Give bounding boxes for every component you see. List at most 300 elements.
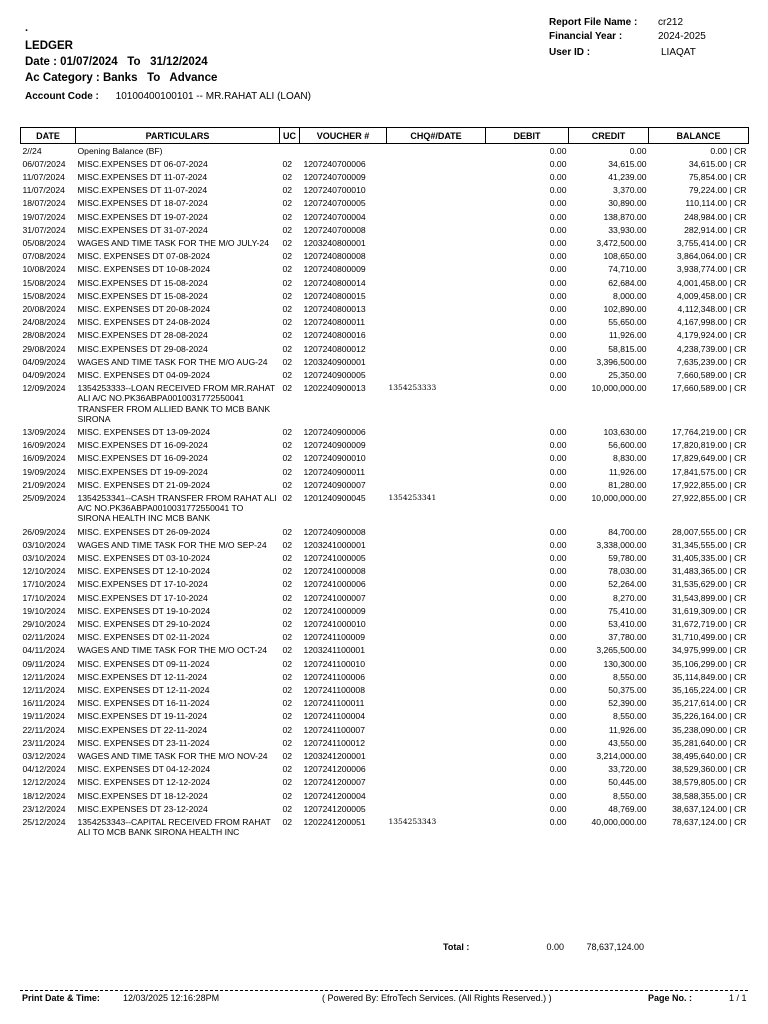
cell-uc: 02: [282, 171, 293, 182]
cell-credit: 78,030.00: [608, 566, 647, 577]
table-row: [21, 465, 749, 478]
cell-credit: 130,300.00: [603, 658, 647, 669]
cell-debit: 0.00: [549, 619, 567, 630]
cell-debit: 0.00: [549, 671, 567, 682]
cell-voucher: 1203240800001: [303, 237, 366, 248]
cell-particulars: MISC.EXPENSES DT 19-07-2024: [77, 211, 208, 222]
cell-balance: 78,637,124.00 | CR: [672, 817, 747, 828]
cell-chq: [387, 644, 486, 657]
cell-chq: [387, 157, 486, 170]
table-row: [21, 604, 749, 617]
cell-debit: 0.00: [549, 466, 567, 477]
cell-balance: 31,672,719.00 | CR: [672, 619, 747, 630]
cell-balance: 35,238,090.00 | CR: [672, 724, 747, 735]
cell-debit: 0.00: [549, 803, 567, 814]
table-row: [21, 538, 749, 551]
cell-uc: 02: [282, 343, 293, 354]
cell-debit: 0.00: [549, 290, 567, 301]
cell-balance: 35,226,164.00 | CR: [672, 711, 747, 722]
cell-uc: 02: [282, 317, 293, 328]
cell-debit: 0.00: [549, 566, 567, 577]
cell-uc: 02: [282, 383, 293, 394]
cell-debit: 0.00: [549, 790, 567, 801]
cell-uc: 02: [282, 803, 293, 814]
cell-debit: 0.00: [549, 817, 567, 828]
table-row: [21, 302, 749, 315]
cell-particulars: MISC.EXPENSES DT 15-08-2024: [77, 277, 208, 288]
cell-chq: [387, 604, 486, 617]
report-file-label: Report File Name :: [549, 17, 638, 28]
cell-chq: [387, 657, 486, 670]
cell-particulars: MISC.EXPENSES DT 11-07-2024: [77, 185, 208, 196]
cell-balance: 3,938,774.00 | CR: [676, 264, 747, 275]
cell-debit: 0.00: [549, 343, 567, 354]
cell-chq: [387, 465, 486, 478]
table-row: [21, 197, 749, 210]
cell-chq: [387, 276, 486, 289]
table-row: [21, 552, 749, 565]
table-row: [21, 223, 749, 236]
cell-credit: 34,615.00: [608, 158, 647, 169]
cell-chq: [387, 736, 486, 749]
cell-chq: [387, 223, 486, 236]
table-row: [21, 368, 749, 381]
cell-credit: 84,700.00: [608, 526, 647, 537]
table-row: [21, 382, 749, 426]
cell-particulars: MISC. EXPENSES DT 02-11-2024: [77, 632, 210, 643]
cell-debit: 0.00: [549, 592, 567, 603]
cell-particulars: MISC.EXPENSES DT 17-10-2024: [77, 579, 208, 590]
cell-voucher: 1207241100004: [303, 711, 365, 722]
cell-credit: 52,264.00: [608, 579, 647, 590]
cell-uc: 02: [282, 711, 293, 722]
cell-debit: 0.00: [549, 751, 567, 762]
cell-voucher: 1203241000001: [303, 539, 366, 550]
cell-uc: 02: [282, 290, 293, 301]
financial-year-value: 2024-2025: [658, 31, 706, 42]
cell-credit: 108,650.00: [603, 251, 647, 262]
cell-balance: 79,224.00 | CR: [688, 185, 747, 196]
cell-chq: [387, 478, 486, 491]
cell-date: 17/10/2024: [22, 592, 66, 603]
cell-balance: 17,841,575.00 | CR: [672, 466, 747, 477]
cell-particulars: MISC. EXPENSES DT 07-08-2024: [77, 251, 211, 262]
cell-debit: 0.00: [549, 251, 567, 262]
cell-date: 22/11/2024: [22, 724, 65, 735]
table-row: [21, 763, 749, 776]
cell-uc: 02: [282, 553, 293, 563]
cell-chq: [387, 670, 486, 683]
cell-credit: 75,410.00: [608, 605, 647, 616]
cell-balance: 7,660,589.00 | CR: [676, 369, 747, 380]
cell-particulars: MISC. EXPENSES DT 12-10-2024: [77, 566, 211, 577]
col-balance: BALANCE: [649, 128, 749, 144]
col-debit: DEBIT: [486, 128, 569, 144]
cell-debit: 0.00: [549, 303, 567, 314]
cell-debit: 0.00: [549, 171, 567, 182]
cell-uc: 02: [282, 698, 293, 709]
cell-credit: 11,926.00: [608, 466, 647, 477]
cell-particulars: MISC.EXPENSES DT 18-12-2024: [77, 790, 208, 801]
cell-uc: 02: [282, 426, 293, 437]
cell-date: 03/10/2024: [22, 539, 66, 550]
cell-balance: 35,106,299.00 | CR: [672, 658, 747, 669]
table-row: [21, 525, 749, 538]
cell-chq: [387, 578, 486, 591]
cell-voucher: 1203240900001: [303, 356, 366, 367]
cell-voucher: 1202240900013: [303, 383, 366, 394]
cell-uc: 02: [282, 466, 293, 477]
cell-voucher: 1207240800012: [303, 343, 366, 354]
table-row: [21, 697, 749, 710]
cell-credit: 3,396,500.00: [596, 356, 647, 367]
cell-uc: 02: [282, 185, 293, 196]
cell-particulars: MISC. EXPENSES DT 12-11-2024: [77, 685, 210, 696]
cell-credit: 3,265,500.00: [596, 645, 647, 656]
cell-debit: 0.00: [549, 198, 567, 209]
cell-uc: 02: [282, 724, 293, 735]
cell-particulars: MISC.EXPENSES DT 12-11-2024: [77, 671, 208, 682]
cell-date: 12/11/2024: [22, 685, 65, 696]
cell-voucher: 1207241000006: [303, 579, 366, 590]
cell-date: 02/11/2024: [22, 632, 65, 643]
cell-debit: 0.00: [549, 698, 567, 709]
cell-credit: 8,270.00: [613, 592, 647, 603]
table-row: [21, 425, 749, 438]
cell-particulars: MISC.EXPENSES DT 31-07-2024: [77, 224, 208, 235]
cell-debit: 0.00: [549, 492, 567, 503]
cell-voucher: 1203241100001: [303, 645, 365, 656]
table-row: [21, 789, 749, 802]
cell-balance: 38,495,640.00 | CR: [672, 751, 747, 762]
cell-balance: 17,660,589.00 | CR: [672, 383, 747, 394]
cell-voucher: 1207241000005: [303, 553, 366, 563]
cell-date: 19/11/2024: [22, 711, 65, 722]
cell-particulars: MISC. EXPENSES DT 12-12-2024: [77, 777, 211, 788]
cell-credit: 62,684.00: [608, 277, 647, 288]
cell-credit: 40,000,000.00: [591, 817, 647, 828]
cell-balance: 17,922,855.00 | CR: [672, 479, 747, 490]
cell-date: 16/09/2024: [22, 453, 66, 464]
cell-voucher: 1207240900006: [303, 426, 366, 437]
cell-uc: 02: [282, 777, 293, 788]
cell-debit: 0.00: [549, 711, 567, 722]
cell-chq: [387, 763, 486, 776]
user-id-label: User ID :: [549, 47, 591, 58]
cell-debit: 0.00: [549, 356, 567, 367]
cell-particulars: WAGES AND TIME TASK FOR THE M/O SEP-24: [77, 539, 267, 550]
cell-date: 10/08/2024: [22, 264, 66, 275]
table-row: [21, 210, 749, 223]
financial-year-label: Financial Year :: [549, 31, 623, 42]
cell-uc: 02: [282, 369, 293, 380]
account-code-value: 10100400100101 -- MR.RAHAT ALI (LOAN): [115, 91, 311, 102]
cell-credit: 56,600.00: [608, 440, 647, 451]
cell-credit: 3,338,000.00: [596, 539, 647, 550]
ledger-body: [21, 144, 749, 839]
cell-particulars: MISC.EXPENSES DT 19-11-2024: [77, 711, 208, 722]
cell-particulars: MISC. EXPENSES DT 09-11-2024: [77, 658, 210, 669]
table-row: [21, 144, 749, 158]
cell-debit: 0.00: [549, 605, 567, 616]
cell-uc: 02: [282, 237, 293, 248]
cell-debit: 0.00: [549, 553, 567, 563]
report-file-meta: [549, 17, 683, 28]
cell-particulars: MISC. EXPENSES DT 04-09-2024: [77, 369, 211, 380]
cell-voucher: 1207241100011: [303, 698, 365, 709]
cell-chq: [387, 631, 486, 644]
cell-uc: 02: [282, 277, 293, 288]
cell-voucher: 1207240800016: [303, 330, 366, 341]
cell-particulars: MISC.EXPENSES DT 19-09-2024: [77, 466, 208, 477]
table-row: [21, 710, 749, 723]
cell-debit: 0.00: [549, 658, 567, 669]
cell-chq: [387, 684, 486, 697]
account-category: Ac Category : Banks To Advance: [25, 72, 218, 84]
table-row: [21, 236, 749, 249]
cell-voucher: 1207241000008: [303, 566, 366, 577]
cell-uc: 02: [282, 817, 293, 828]
table-row: [21, 684, 749, 697]
cell-balance: 248,984.00 | CR: [684, 211, 747, 222]
table-row: [21, 736, 749, 749]
cell-uc: 02: [282, 264, 293, 275]
cell-voucher: 1207240700004: [303, 211, 366, 222]
cell-credit: 3,472,500.00: [596, 237, 647, 248]
col-chq-date: CHQ#/DATE: [387, 128, 486, 144]
cell-particulars: 1354253343--CAPITAL RECEIVED FROM RAHAT ALI TO MCB BANK SIRONA HEALTH INC: [77, 817, 271, 838]
col-voucher: VOUCHER #: [300, 128, 387, 144]
cell-credit: 11,926.00: [608, 330, 647, 341]
cell-uc: 02: [282, 492, 293, 503]
cell-credit: 10,000,000.00: [591, 383, 647, 394]
cell-voucher: 1207241100007: [303, 724, 365, 735]
cell-date: 17/10/2024: [22, 579, 66, 590]
cell-voucher: 1207241200007: [303, 777, 366, 788]
page-label: Page No. :: [648, 993, 693, 1003]
cell-voucher: 1207241000007: [303, 592, 366, 603]
table-row: [21, 816, 749, 839]
cell-date: 25/09/2024: [22, 492, 66, 503]
cell-uc: 02: [282, 764, 293, 775]
table-row: [21, 578, 749, 591]
cell-balance: 17,820,819.00 | CR: [672, 440, 747, 451]
cell-date: 03/10/2024: [22, 553, 66, 563]
cell-chq: [387, 184, 486, 197]
cell-date: 05/08/2024: [22, 237, 66, 248]
cell-credit: 52,390.00: [608, 698, 647, 709]
table-row: [21, 355, 749, 368]
cell-balance: 31,405,335.00 | CR: [672, 553, 747, 563]
print-date-value: 12/03/2025 12:16:28PM: [123, 993, 220, 1003]
col-credit: CREDIT: [569, 128, 649, 144]
cell-balance: 282,914.00 | CR: [684, 224, 747, 235]
table-row: [21, 631, 749, 644]
cell-chq: [387, 289, 486, 302]
cell-credit: 8,550.00: [613, 711, 647, 722]
cell-voucher: 1207241100008: [303, 685, 365, 696]
cell-particulars: MISC.EXPENSES DT 18-07-2024: [77, 198, 208, 209]
cell-particulars: WAGES AND TIME TASK FOR THE M/O JULY-24: [77, 237, 269, 248]
cell-credit: 8,550.00: [613, 671, 647, 682]
cell-voucher: 1207240800008: [303, 251, 366, 262]
cell-uc: 02: [282, 790, 293, 801]
date-range: Date : 01/07/2024 To 31/12/2024: [25, 56, 208, 68]
cell-date: 11/07/2024: [22, 171, 65, 182]
cell-uc: 02: [282, 658, 293, 669]
table-row: [21, 316, 749, 329]
cell-debit: 0.00: [549, 737, 567, 748]
cell-balance: 0.00 | CR: [710, 145, 747, 156]
total-label: Total :: [443, 942, 470, 952]
cell-debit: 0.00: [549, 383, 567, 394]
cell-uc: 02: [282, 737, 293, 748]
cell-chq: [387, 316, 486, 329]
cell-credit: 37,780.00: [608, 632, 647, 643]
cell-uc: 02: [282, 356, 293, 367]
cell-balance: 31,619,309.00 | CR: [672, 605, 747, 616]
cell-balance: 4,238,739.00 | CR: [676, 343, 747, 354]
cell-debit: 0.00: [549, 185, 567, 196]
table-row: [21, 776, 749, 789]
cell-balance: 31,535,629.00 | CR: [672, 579, 747, 590]
cell-credit: 11,926.00: [608, 724, 647, 735]
cell-date: 25/12/2024: [22, 817, 66, 828]
cell-balance: 31,710,499.00 | CR: [672, 632, 747, 643]
cell-date: 24/08/2024: [22, 317, 66, 328]
cell-balance: 27,922,855.00 | CR: [672, 492, 747, 503]
cell-debit: 0.00: [549, 224, 567, 235]
cell-particulars: MISC. EXPENSES DT 16-11-2024: [77, 698, 210, 709]
col-particulars: PARTICULARS: [76, 128, 280, 144]
cell-uc: 02: [282, 440, 293, 451]
cell-uc: 02: [282, 479, 293, 490]
cell-voucher: 1207241200005: [303, 803, 366, 814]
total-credit: 78,637,124.00: [586, 942, 644, 952]
cell-date: 04/11/2024: [22, 645, 65, 656]
account-code-label: Account Code :: [25, 91, 99, 102]
cell-uc: 02: [282, 198, 293, 209]
cell-uc: 02: [282, 303, 293, 314]
cell-chq: [387, 439, 486, 452]
cell-uc: 02: [282, 605, 293, 616]
cell-balance: 38,579,805.00 | CR: [672, 777, 747, 788]
col-date: DATE: [21, 128, 76, 144]
cell-uc: 02: [282, 158, 293, 169]
cell-chq: [387, 723, 486, 736]
cell-particulars: MISC.EXPENSES DT 29-08-2024: [77, 343, 208, 354]
table-row: [21, 802, 749, 815]
table-header-row: [21, 128, 749, 144]
cell-credit: 41,239.00: [608, 171, 647, 182]
cell-date: 04/09/2024: [22, 369, 66, 380]
cell-date: 06/07/2024: [22, 158, 66, 169]
cell-date: 11/07/2024: [22, 185, 65, 196]
cell-particulars: MISC.EXPENSES DT 22-11-2024: [77, 724, 208, 735]
cell-date: 28/08/2024: [22, 330, 66, 341]
report-file-value: cr212: [658, 17, 684, 28]
header-dot: .: [25, 22, 29, 34]
cell-voucher: 1207241000009: [303, 605, 366, 616]
cell-date: 18/12/2024: [22, 790, 66, 801]
cell-debit: 0.00: [549, 277, 567, 288]
cell-date: 09/11/2024: [22, 658, 65, 669]
powered-by: ( Powered By: EfroTech Services. (All Rights Reserved.) ): [322, 993, 552, 1003]
cell-date: 26/09/2024: [22, 526, 66, 537]
cell-balance: 31,543,899.00 | CR: [672, 592, 747, 603]
cell-date: 18/07/2024: [22, 198, 66, 209]
cell-uc: 02: [282, 224, 293, 235]
cell-debit: 0.00: [549, 158, 567, 169]
cell-balance: 4,009,458.00 | CR: [676, 290, 747, 301]
table-row: [21, 657, 749, 670]
cell-voucher: 1207241100009: [303, 632, 365, 643]
cell-balance: 4,112,348.00 | CR: [677, 303, 747, 314]
cell-voucher: 1207240700005: [303, 198, 366, 209]
cell-uc: 02: [282, 645, 293, 656]
cell-date: 03/12/2024: [22, 751, 66, 762]
cell-chq: [387, 197, 486, 210]
cell-credit: 59,780.00: [608, 553, 647, 563]
cell-particulars: MISC. EXPENSES DT 03-10-2024: [77, 553, 211, 563]
cell-voucher: 1207241000010: [303, 619, 366, 630]
cell-voucher: 1207240700006: [303, 158, 366, 169]
cell-particulars: MISC.EXPENSES DT 06-07-2024: [77, 158, 208, 169]
cell-voucher: 1207240700010: [303, 185, 366, 196]
cell-voucher: 1207241100012: [303, 737, 365, 748]
cell-chq: [387, 355, 486, 368]
cell-credit: 25,350.00: [608, 369, 647, 380]
table-row: [21, 478, 749, 491]
table-row: [21, 670, 749, 683]
cell-credit: 0.00: [629, 145, 647, 156]
cell-credit: 103,630.00: [603, 426, 647, 437]
cell-chq: [387, 144, 486, 158]
cell-debit: 0.00: [549, 777, 567, 788]
cell-chq: [387, 368, 486, 381]
cell-debit: 0.00: [549, 145, 567, 156]
cell-particulars: MISC.EXPENSES DT 11-07-2024: [77, 171, 208, 182]
cell-credit: 53,410.00: [608, 619, 647, 630]
cell-date: 12/11/2024: [22, 671, 65, 682]
cell-voucher: 1207240800009: [303, 264, 366, 275]
cell-date: 19/07/2024: [22, 211, 66, 222]
table-row: [21, 184, 749, 197]
cell-uc: 02: [282, 592, 293, 603]
cell-date: 31/07/2024: [22, 224, 66, 235]
cell-debit: 0.00: [549, 426, 567, 437]
cell-particulars: MISC. EXPENSES DT 10-08-2024: [77, 264, 211, 275]
cell-voucher: 1207241100006: [303, 671, 365, 682]
cell-balance: 35,217,614.00 | CR: [672, 698, 747, 709]
cell-particulars: Opening Balance (BF): [77, 145, 163, 156]
cell-date: 12/10/2024: [22, 566, 66, 577]
user-id-meta: [549, 47, 696, 58]
cell-debit: 0.00: [549, 369, 567, 380]
cell-balance: 110,114.00 | CR: [685, 198, 747, 209]
cell-chq: [387, 525, 486, 538]
cell-chq: [387, 776, 486, 789]
cell-chq: [387, 302, 486, 315]
cell-uc: 02: [282, 579, 293, 590]
cell-date: 16/09/2024: [22, 440, 66, 451]
cell-balance: 4,167,998.00 | CR: [676, 317, 747, 328]
table-row: [21, 750, 749, 763]
cell-particulars: MISC.EXPENSES DT 16-09-2024: [77, 440, 208, 451]
table-row: [21, 157, 749, 170]
cell-voucher: 1207240700009: [303, 171, 366, 182]
cell-balance: 38,529,360.00 | CR: [672, 764, 747, 775]
